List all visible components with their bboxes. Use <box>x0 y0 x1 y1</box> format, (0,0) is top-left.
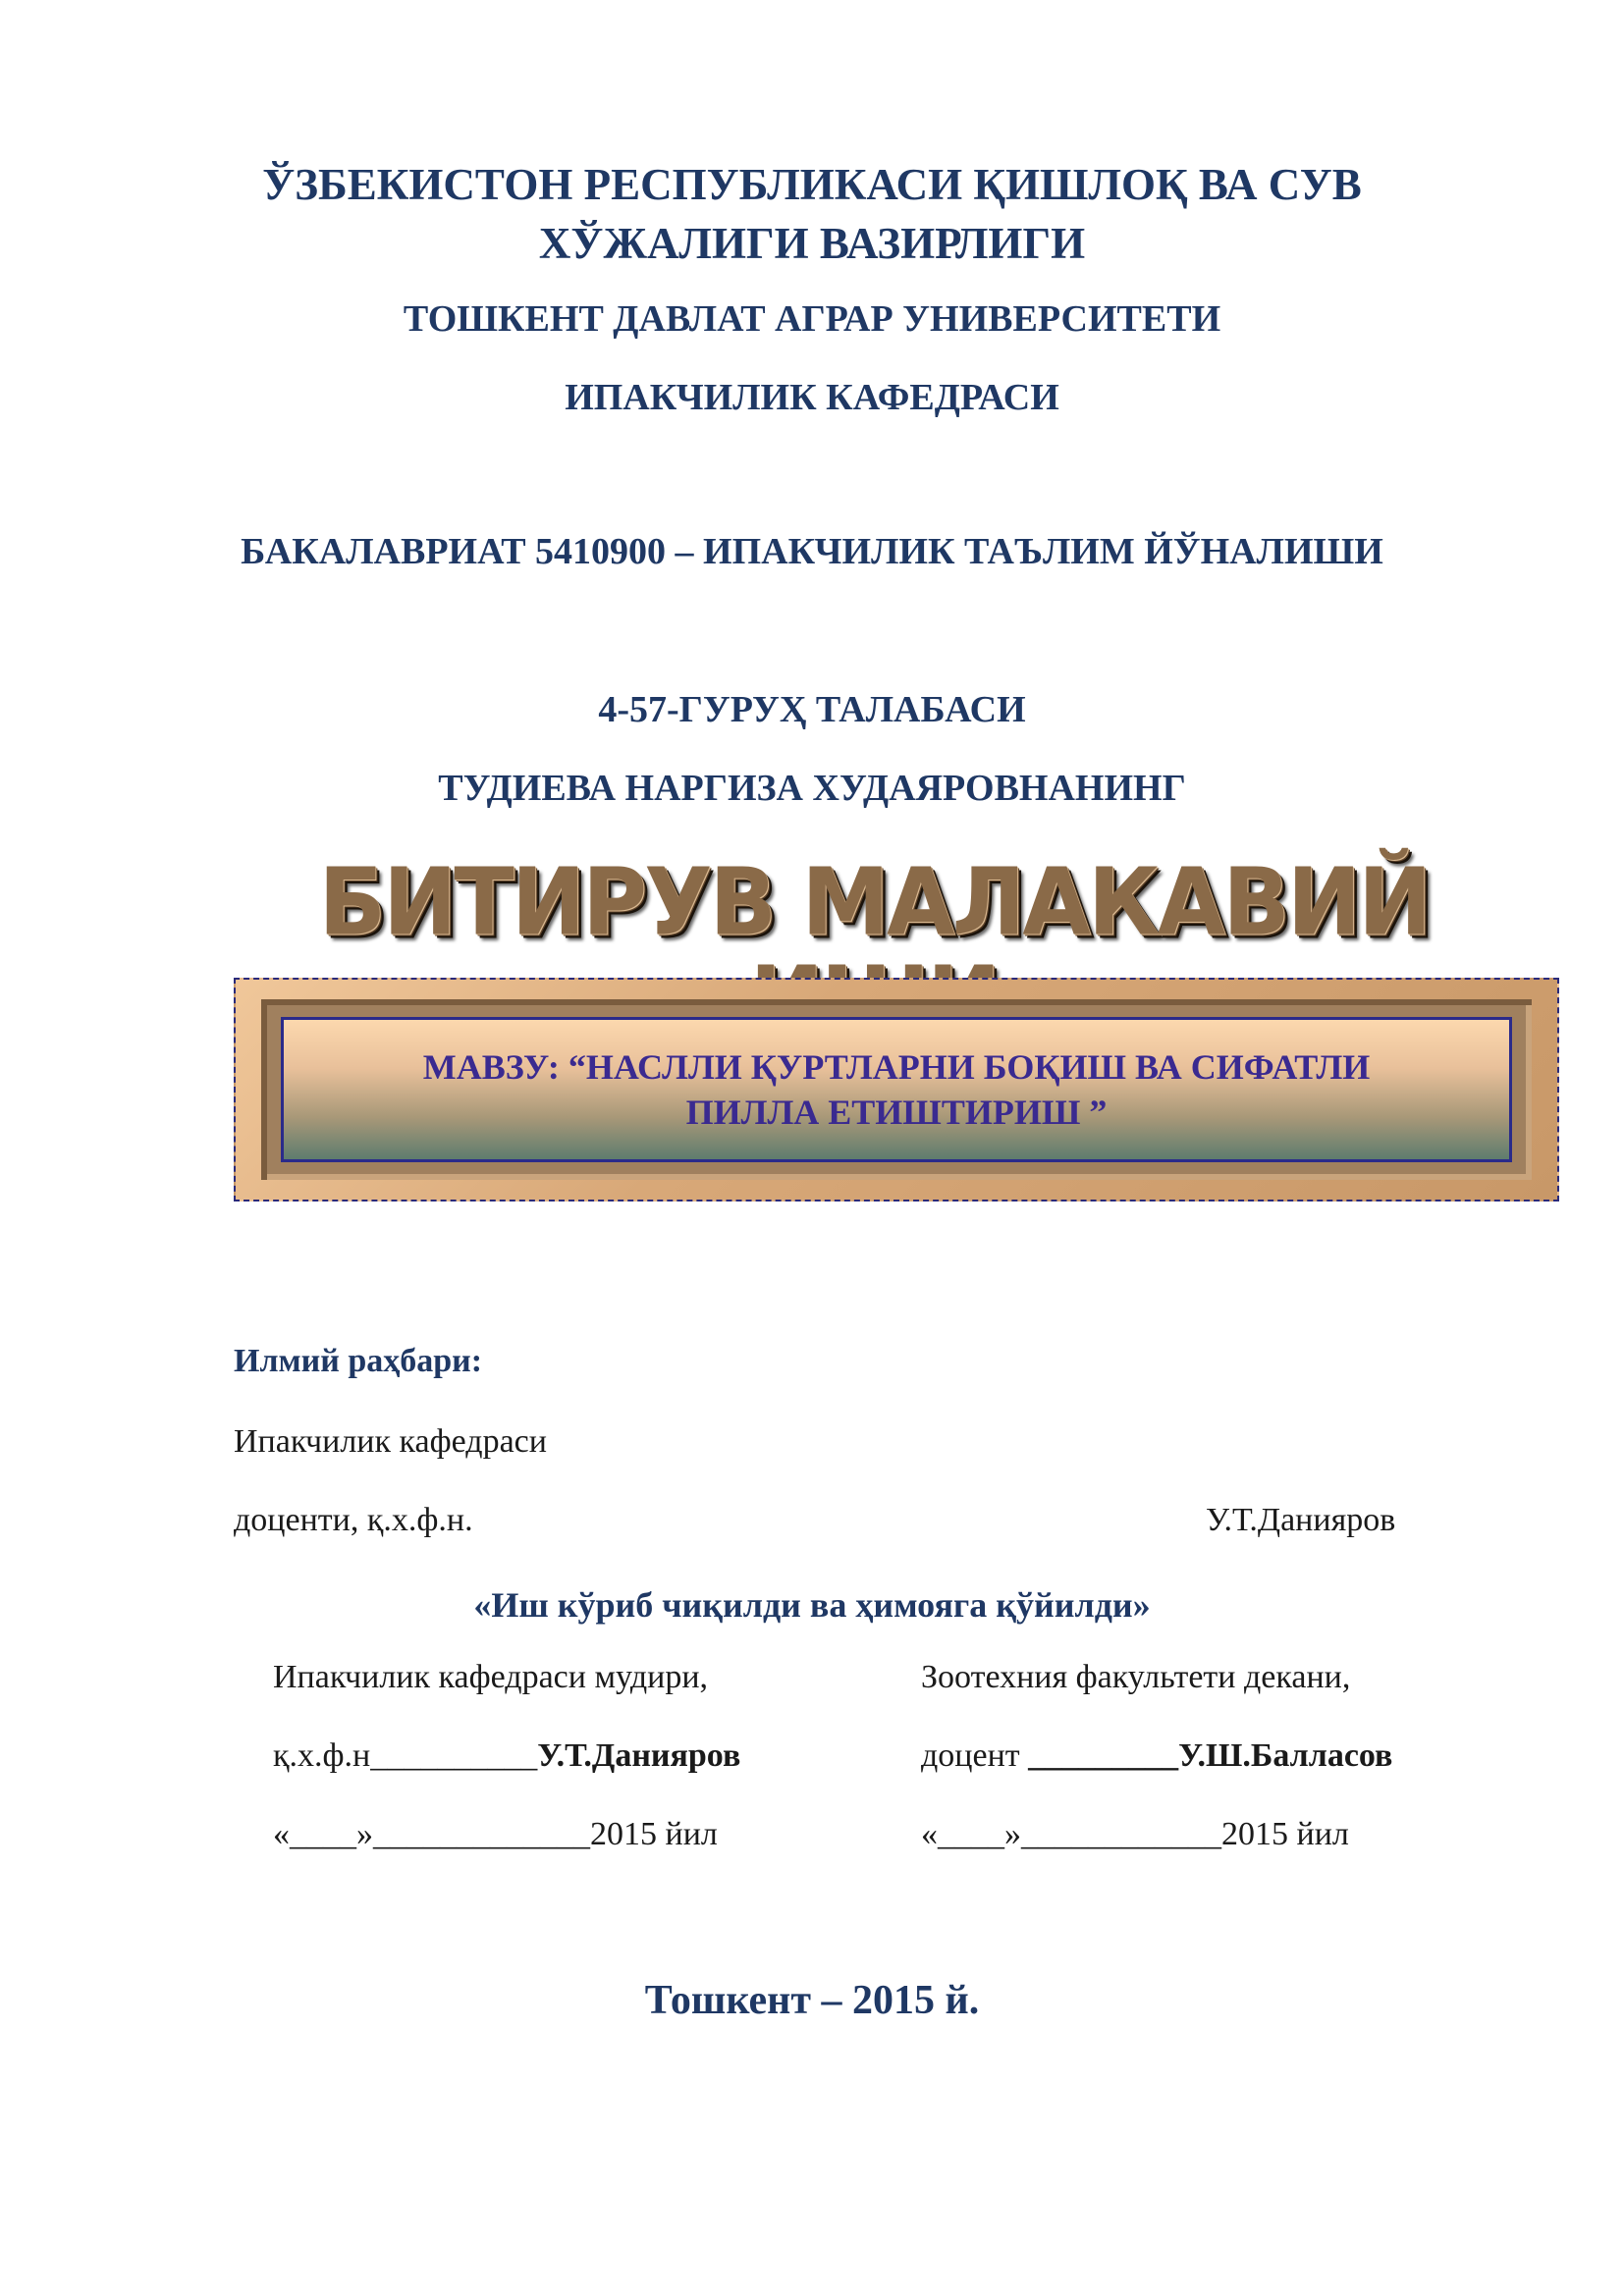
head-degree-line: қ.х.ф.н__________ <box>273 1737 538 1774</box>
supervisor-department: Ипакчилик кафедраси <box>234 1423 547 1460</box>
program-line: БАКАЛАВРИАТ 5410900 – ИПАКЧИЛИК ТАЪЛИМ ЙЎНАЛИШИ <box>241 531 1383 572</box>
dean-signer-name: У.Ш.Балласов <box>1178 1737 1393 1774</box>
approval-heading: «Иш кўриб чиқилди ва ҳимояга қўйилди» <box>473 1585 1151 1625</box>
supervisor-name: У.Т.Данияров <box>1206 1502 1396 1538</box>
supervisor-title: доценти, қ.х.ф.н. <box>234 1502 473 1538</box>
city-year: Тошкент – 2015 й. <box>644 1978 980 2023</box>
university-name: ТОШКЕНТ ДАВЛАТ АГРАР УНИВЕРСИТЕТИ <box>403 298 1221 340</box>
supervisor-label: Илмий раҳбари: <box>234 1343 483 1379</box>
theme-text <box>284 1044 1509 1135</box>
head-date-line: «____»_____________2015 йил <box>273 1816 718 1852</box>
student-group: 4-57-ГУРУҲ ТАЛАБАСИ <box>598 689 1026 730</box>
theme-frame <box>234 978 1559 1201</box>
work-title-wordart: БИТИРУВ МАЛАКАВИЙ <box>318 848 1430 957</box>
ministry-line-1: ЎЗБЕКИСТОН РЕСПУБЛИКАСИ ҚИШЛОҚ ВА СУВ <box>262 160 1362 209</box>
theme-box <box>281 1017 1512 1162</box>
dean-date-line: «____»____________2015 йил <box>921 1816 1349 1852</box>
dean-signature-line: _________ <box>1028 1737 1179 1774</box>
ministry-heading <box>0 155 1624 273</box>
head-signer-name: У.Т.Данияров <box>537 1737 741 1774</box>
head-of-department-signature <box>273 1737 740 1775</box>
dean-role: Зоотехния факультети декани, <box>921 1659 1351 1695</box>
head-of-department-role: Ипакчилик кафедраси мудири, <box>273 1659 709 1695</box>
dean-signature <box>921 1737 1392 1775</box>
ministry-line-2: ХЎЖАЛИГИ ВАЗИРЛИГИ <box>538 219 1086 268</box>
dean-degree: доцент <box>921 1737 1029 1774</box>
theme-line-2: ПИЛЛА ЕТИШТИРИШ ” <box>685 1093 1108 1132</box>
theme-bevel <box>261 999 1532 1180</box>
theme-line-1: МАВЗУ: “НАСЛЛИ ҚУРТЛАРНИ БОҚИШ ВА СИФАТЛИ <box>422 1047 1371 1087</box>
department-name: ИПАКЧИЛИК КАФЕДРАСИ <box>565 377 1059 418</box>
student-name: ТУДИЕВА НАРГИЗА ХУДАЯРОВНАНИНГ <box>438 768 1186 809</box>
